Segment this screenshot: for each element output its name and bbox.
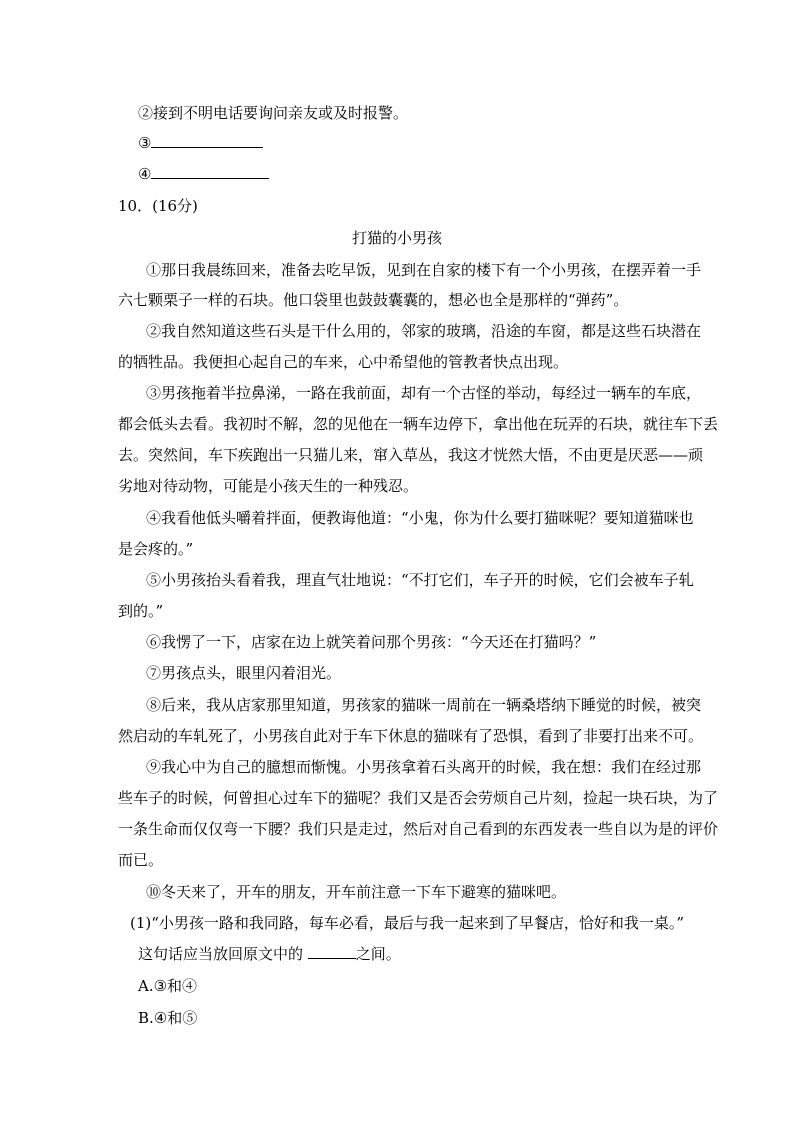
- paragraph-3-line-3: 去。突然间，车下疾跑出一只猫儿来，窜入草丛，我这才恍然大悟，不由更是厌恶——顽: [118, 446, 704, 464]
- sub-question-1-suffix: 之间。: [355, 945, 401, 963]
- prev-item-3: [138, 133, 263, 153]
- option-b[interactable]: B.④和⑤: [138, 1009, 198, 1027]
- option-a[interactable]: A.③和④: [138, 977, 198, 995]
- paragraph-4-line-1: ④我看他低头嚼着拌面，便教诲他道：“小鬼，你为什么要打猫咪呢？要知道猫咪也: [146, 509, 694, 527]
- question-header: 10．(16分): [118, 197, 198, 215]
- paragraph-3-line-4: 劣地对待动物，可能是小孩天生的一种残忍。: [118, 477, 419, 495]
- paragraph-1-line-1: ①那日我晨练回来，准备去吃早饭，见到在自家的楼下有一个小男孩，在摆弄着一手: [146, 261, 702, 279]
- sub-question-1-line-1: (1)“小男孩一路和我同路，每车必看，最后与我一起来到了早餐店，恰好和我一桌。”: [130, 914, 685, 932]
- paragraph-6-line-1: ⑥我愣了一下，店家在边上就笑着问那个男孩：“今天还在打猫吗？”: [146, 633, 597, 651]
- paragraph-9-line-1: ⑨我心中为自己的臆想而惭愧。小男孩拿着石头离开的时候，我在想：我们在经过那: [146, 758, 702, 776]
- sub-question-1-line-2: [138, 944, 401, 964]
- paragraph-3-line-2: 都会低头去看。我初时不解，忽的见他在一辆车边停下，拿出他在玩弄的石块，就往车下丢: [118, 415, 719, 433]
- paragraph-9-line-4: 而已。: [118, 851, 164, 869]
- passage-title: 打猫的小男孩: [351, 229, 442, 247]
- paragraph-8-line-1: ⑧后来，我从店家那里知道，男孩家的猫咪一周前在一辆桑塔纳下睡觉的时候，被突: [146, 696, 702, 714]
- prev-item-4: [138, 164, 269, 184]
- item-3-number: ③: [138, 134, 152, 152]
- paragraph-2-line-1: ②我自然知道这些石头是干什么用的，邻家的玻璃，沿途的车窗，都是这些石块潜在: [146, 322, 702, 340]
- paragraph-10-line-1: ⑩冬天来了，开车的朋友，开车前注意一下车下避寒的猫咪吧。: [146, 883, 567, 901]
- paragraph-9-line-3: 一条生命而仅仅弯一下腰？我们只是走过，然后对自己看到的东西发表一些自以为是的评价: [118, 820, 719, 838]
- paragraph-9-line-2: 些车子的时候，何曾担心过车下的猫呢？我们又是否会劳烦自己片刻，捡起一块石块，为了: [118, 789, 719, 807]
- item-4-number: ④: [138, 165, 152, 183]
- paragraph-1-line-2: 六七颗栗子一样的石块。他口袋里也鼓鼓囊囊的，想必也全是那样的“弹药”。: [118, 291, 629, 309]
- paragraph-4-line-2: 是会疼的。”: [118, 540, 194, 558]
- paragraph-5-line-2: 到的。”: [118, 602, 164, 620]
- sub-question-1-answer-blank[interactable]: [308, 944, 356, 959]
- paragraph-7-line-1: ⑦男孩点头，眼里闪着泪光。: [146, 664, 342, 682]
- prev-item-2: ②接到不明电话要询问亲友或及时报警。: [138, 104, 409, 122]
- answer-blank-4[interactable]: [151, 164, 269, 179]
- paragraph-5-line-1: ⑤小男孩抬头看着我，理直气壮地说：“不打它们，车子开的时候，它们会被车子轧: [146, 571, 694, 589]
- sub-question-1-prompt: 这句话应当放回原文中的: [138, 945, 308, 963]
- paragraph-2-line-2: 的牺牲品。我便担心起自己的车来，心中希望他的管教者快点出现。: [118, 353, 569, 371]
- paragraph-8-line-2: 然启动的车轧死了，小男孩自此对于车下休息的猫咪有了恐惧，看到了非要打出来不可。: [118, 727, 704, 745]
- paragraph-3-line-1: ③男孩拖着半拉鼻涕，一路在我前面，却有一个古怪的举动，每经过一辆车的车底，: [146, 384, 702, 402]
- answer-blank-3[interactable]: [151, 133, 263, 148]
